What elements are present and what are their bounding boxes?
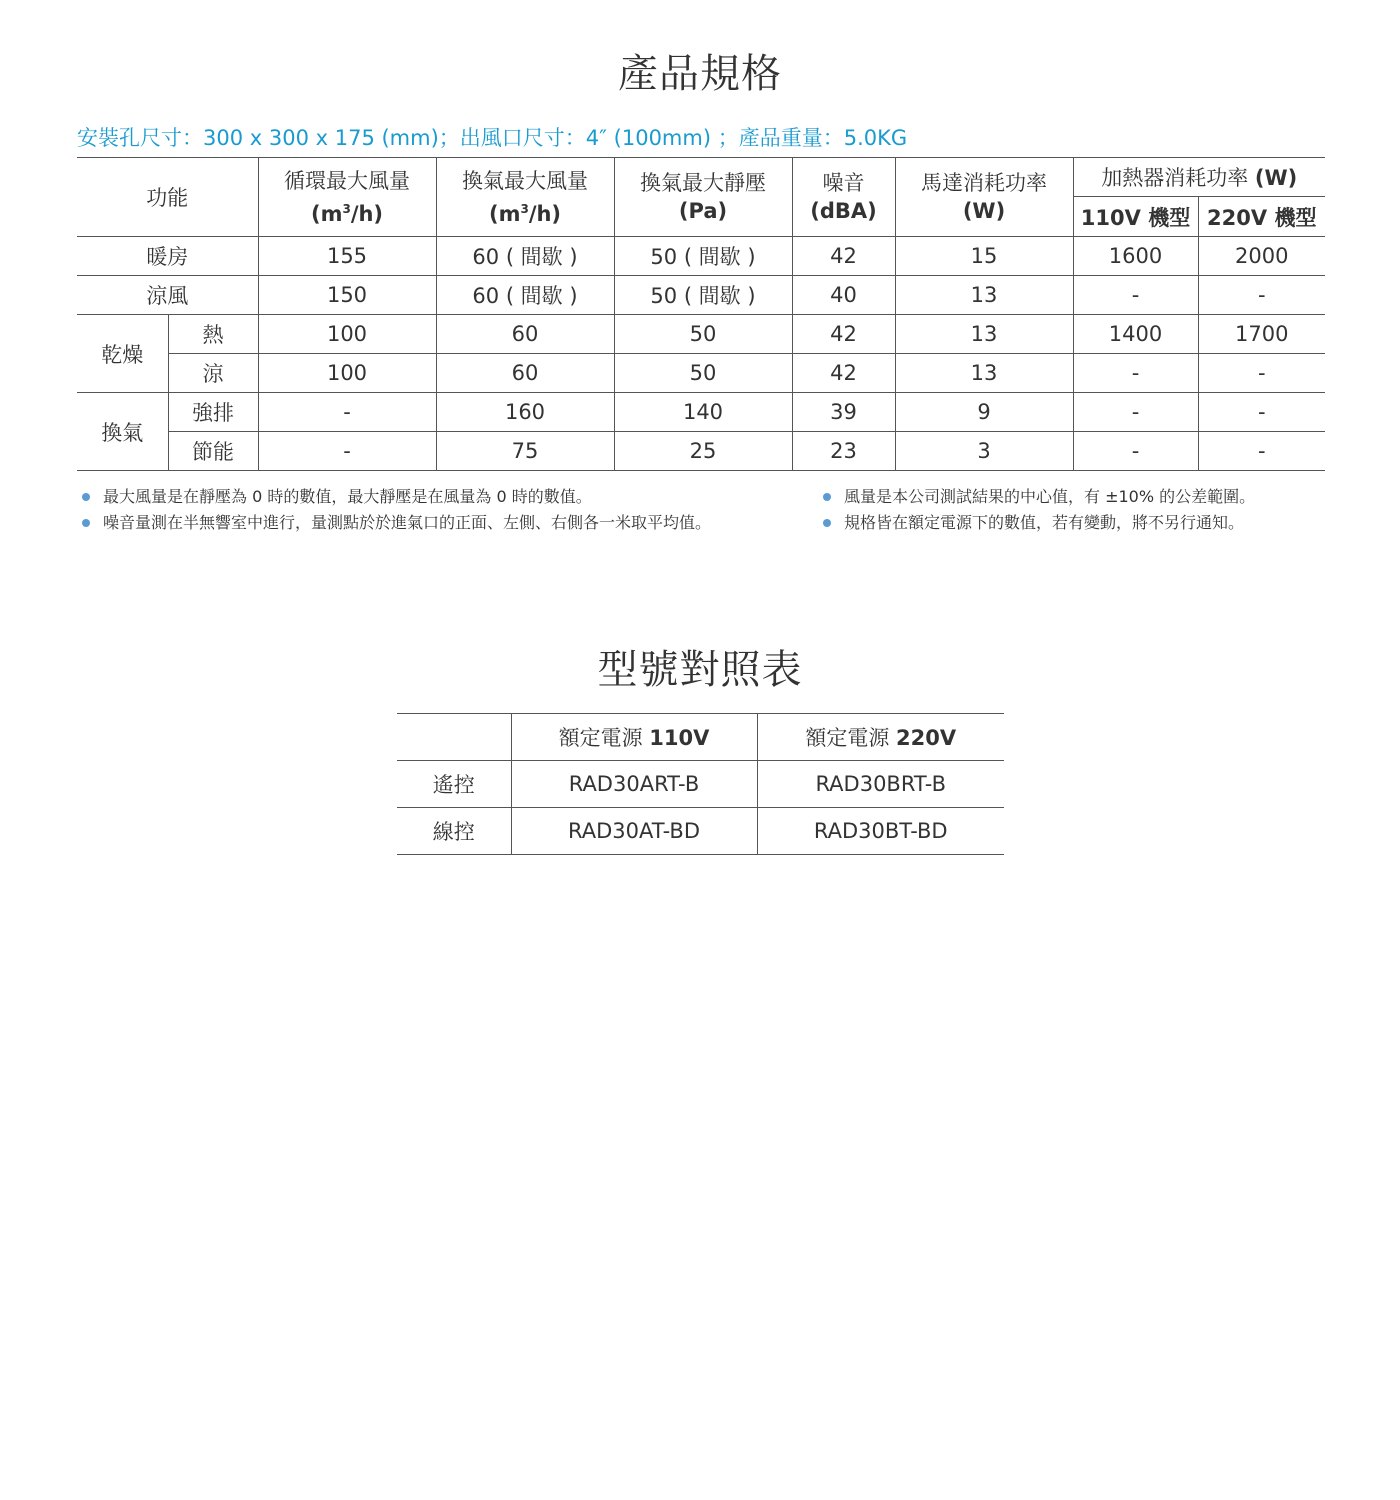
table-row [77,315,1325,354]
spec-header-row [77,158,1325,197]
header-ventilation-airflow-name: 換氣最大風量 [462,168,588,193]
cell-value: 42 [792,354,895,393]
cell-value: - [1198,432,1325,471]
cell-value: 60 ( 間歇 ) [436,237,614,276]
cell-value: 60 [436,354,614,393]
cell-value: 25 [614,432,792,471]
unit-sup: 3 [520,201,529,216]
cell-value: 100 [258,315,436,354]
header-circulation-airflow [258,158,436,237]
cell-value: - [1198,276,1325,315]
header-heater-220v: 220V 機型 [1198,197,1325,237]
cell-value: 23 [792,432,895,471]
note-item [77,510,711,536]
header-prefix: 額定電源 [805,726,897,750]
model-cell: RAD30ART-B [511,761,757,808]
unit-sup: 3 [342,201,351,216]
row-group-ventilation: 換氣 [77,393,168,471]
cell-value: 60 ( 間歇 ) [436,276,614,315]
unit-pre: (m [488,201,521,226]
table-row [77,432,1325,471]
header-heater-110v: 110V 機型 [1073,197,1198,237]
notes-left [77,484,711,536]
cell-value: - [1073,276,1198,315]
model-cell: RAD30BT-BD [757,808,1004,855]
note-text: 噪音量測在半無響室中進行，量測點於於進氣口的正面、左側、右側各一米取平均值。 [103,513,712,532]
cell-value: 39 [792,393,895,432]
header-voltage: 110V [649,726,710,750]
cell-value: 140 [614,393,792,432]
header-circulation-airflow-unit [259,195,436,228]
header-static-pressure [614,158,792,237]
table-row [397,808,1004,855]
cell-value: 42 [792,237,895,276]
header-circulation-airflow-name: 循環最大風量 [284,168,410,193]
model-row-label-wired: 線控 [397,808,511,855]
bullet-icon [82,493,90,501]
cell-value: - [1198,354,1325,393]
header-motor-power [895,158,1073,237]
cell-value: 13 [895,354,1073,393]
cell-value: 1600 [1073,237,1198,276]
cell-value: 155 [258,237,436,276]
spec-table [77,157,1325,471]
cell-value: 42 [792,315,895,354]
model-row-label-remote: 遙控 [397,761,511,808]
row-label-heating: 暖房 [77,237,258,276]
cell-value: 9 [895,393,1073,432]
cell-value: 13 [895,315,1073,354]
cell-value: - [1073,354,1198,393]
model-header-220v [757,714,1004,761]
note-item [77,484,711,510]
model-header-empty [397,714,511,761]
model-header-row [397,714,1004,761]
note-text: 規格皆在額定電源下的數值，若有變動，將不另行通知。 [844,513,1245,532]
header-ventilation-airflow-unit [437,195,614,228]
model-cell: RAD30AT-BD [511,808,757,855]
header-noise-name: 噪音 [822,171,865,195]
note-text: 風量是本公司測試結果的中心值，有 ±10% 的公差範圍。 [844,487,1256,506]
cell-value: 13 [895,276,1073,315]
header-heater-power-unit: (W) [1254,166,1298,190]
note-item [818,484,1255,510]
cell-value: 2000 [1198,237,1325,276]
cell-value: 40 [792,276,895,315]
row-label-cool-breeze: 涼風 [77,276,258,315]
row-label-drying-hot: 熱 [168,315,258,354]
cell-value: - [1073,393,1198,432]
cell-value: - [1198,393,1325,432]
cell-value: 100 [258,354,436,393]
cell-value: 50 ( 間歇 ) [614,237,792,276]
note-text: 最大風量是在靜壓為 0 時的數值，最大靜壓是在風量為 0 時的數值。 [103,487,592,506]
header-heater-power-name: 加熱器消耗功率 [1101,166,1249,190]
table-row [77,276,1325,315]
cell-value: - [258,432,436,471]
model-title: 型號對照表 [597,647,803,693]
bullet-icon [823,493,831,501]
row-label-ventilation-strong: 強排 [168,393,258,432]
model-header-110v [511,714,757,761]
header-static-pressure-name: 換氣最大靜壓 [640,171,766,195]
note-item [818,510,1255,536]
row-group-drying: 乾燥 [77,315,168,393]
header-motor-power-unit: (W) [962,199,1006,223]
header-function: 功能 [77,158,258,237]
cell-value: - [258,393,436,432]
header-noise-unit: (dBA) [810,199,877,223]
header-noise [792,158,895,237]
cell-value: 1400 [1073,315,1198,354]
cell-value: 160 [436,393,614,432]
cell-value: 50 ( 間歇 ) [614,276,792,315]
header-voltage: 220V [896,726,957,750]
bullet-icon [82,519,90,527]
row-label-drying-cool: 涼 [168,354,258,393]
cell-value: 75 [436,432,614,471]
install-info: 安裝孔尺寸：300 x 300 x 175 (mm)；出風口尺寸：4″ (100mm) ；產品重量：5.0KG [77,126,908,150]
header-static-pressure-unit: (Pa) [678,199,728,223]
unit-post: /h) [350,201,384,226]
cell-value: 15 [895,237,1073,276]
unit-post: /h) [528,201,562,226]
cell-value: 50 [614,315,792,354]
table-row [397,761,1004,808]
header-motor-power-name: 馬達消耗功率 [921,171,1047,195]
table-row [77,393,1325,432]
table-row [77,354,1325,393]
unit-pre: (m [310,201,343,226]
cell-value: 1700 [1198,315,1325,354]
cell-value: 50 [614,354,792,393]
notes-right [818,484,1255,536]
model-cell: RAD30BRT-B [757,761,1004,808]
header-prefix: 額定電源 [558,726,650,750]
cell-value: 3 [895,432,1073,471]
cell-value: 150 [258,276,436,315]
cell-value: 60 [436,315,614,354]
header-heater-power [1073,158,1325,197]
cell-value: - [1073,432,1198,471]
bullet-icon [823,519,831,527]
spec-title: 產品規格 [618,51,782,97]
row-label-ventilation-eco: 節能 [168,432,258,471]
table-row [77,237,1325,276]
model-table [397,713,1004,855]
header-ventilation-airflow [436,158,614,237]
